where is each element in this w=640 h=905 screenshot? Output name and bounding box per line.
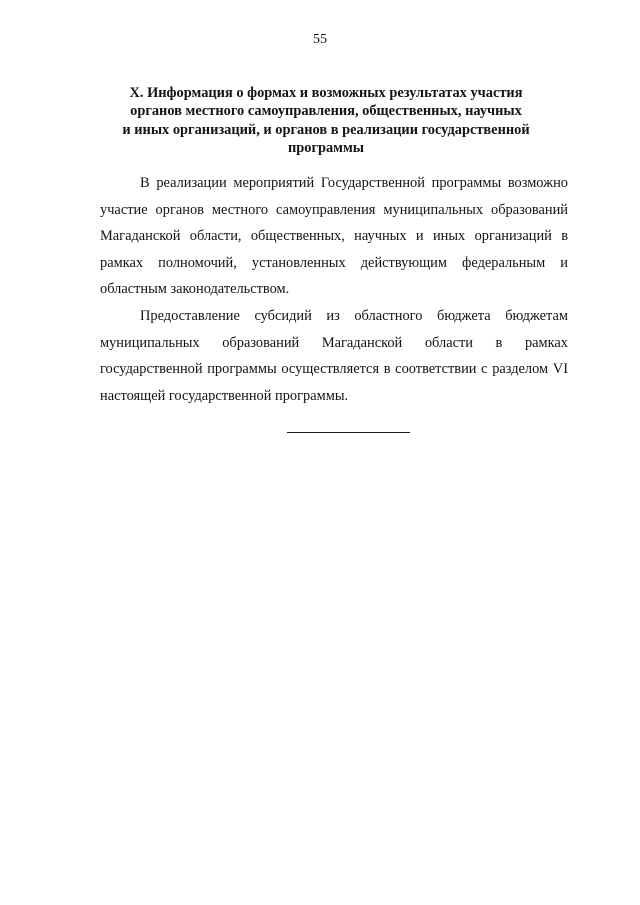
heading-line-3: и иных организаций, и органов в реализации государственной (122, 121, 530, 138)
paragraph-1-line-4: рамках полномочий, установленных действующим федеральным и (100, 254, 568, 271)
paragraph-2-line-3: государственной программы осуществляется в соответствии с разделом VI (100, 361, 568, 378)
paragraph-1-line-2: участие органов местного самоуправления муниципальных образований (100, 201, 568, 218)
paragraph-1-line-5: областным законодательством. (100, 281, 290, 298)
end-separator-line (287, 432, 410, 433)
paragraph-1 (100, 170, 568, 303)
paragraph-1-line-3: Магаданской области, общественных, научных и иных организаций в (100, 228, 568, 245)
paragraph-2-line-4: настоящей государственной программы. (100, 387, 349, 404)
paragraph-1-line-1: В реализации мероприятий Государственной программы возможно (140, 175, 568, 191)
paragraph-2-line-2: муниципальных образований Магаданской области в рамках (100, 334, 568, 351)
page-number: 55 (313, 32, 327, 47)
heading-line-2: органов местного самоуправления, общественных, научных (130, 103, 522, 120)
section-heading (100, 84, 552, 157)
paragraph-2 (100, 303, 568, 409)
heading-line-4: программы (287, 139, 365, 156)
heading-line-1: X. Информация о формах и возможных результатах участия (129, 85, 523, 101)
paragraph-2-line-1: Предоставление субсидий из областного бюджета бюджетам (140, 308, 568, 324)
